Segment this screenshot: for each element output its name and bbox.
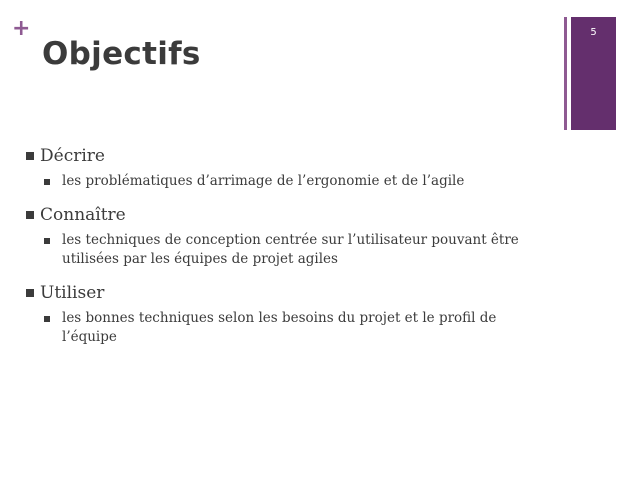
list-item (26, 204, 546, 269)
sub-bullet-square-icon (44, 316, 50, 322)
page-number: 5 (590, 27, 597, 38)
sub-bullet-square-icon (44, 238, 50, 244)
list-item (26, 282, 546, 347)
bullet-list (26, 145, 546, 360)
item-detail: les problématiques d’arrimage de l’ergonomie et de l’agile (62, 173, 465, 189)
bullet-square-icon (26, 211, 34, 219)
list-item (26, 145, 546, 191)
plus-mark: + (12, 16, 31, 41)
sub-bullet-square-icon (44, 179, 50, 185)
item-heading: Connaître (40, 205, 126, 225)
item-heading: Décrire (40, 146, 105, 166)
bullet-square-icon (26, 289, 34, 297)
accent-rule (564, 17, 567, 130)
item-heading: Utiliser (40, 283, 105, 303)
item-detail: les techniques de conception centrée sur l’utilisateur pouvant être utilisées par les équipes de projet agiles (62, 232, 519, 267)
slide-title: Objectifs (42, 36, 201, 72)
bullet-square-icon (26, 152, 34, 160)
item-detail: les bonnes techniques selon les besoins du projet et le profil de l’équipe (62, 310, 497, 345)
